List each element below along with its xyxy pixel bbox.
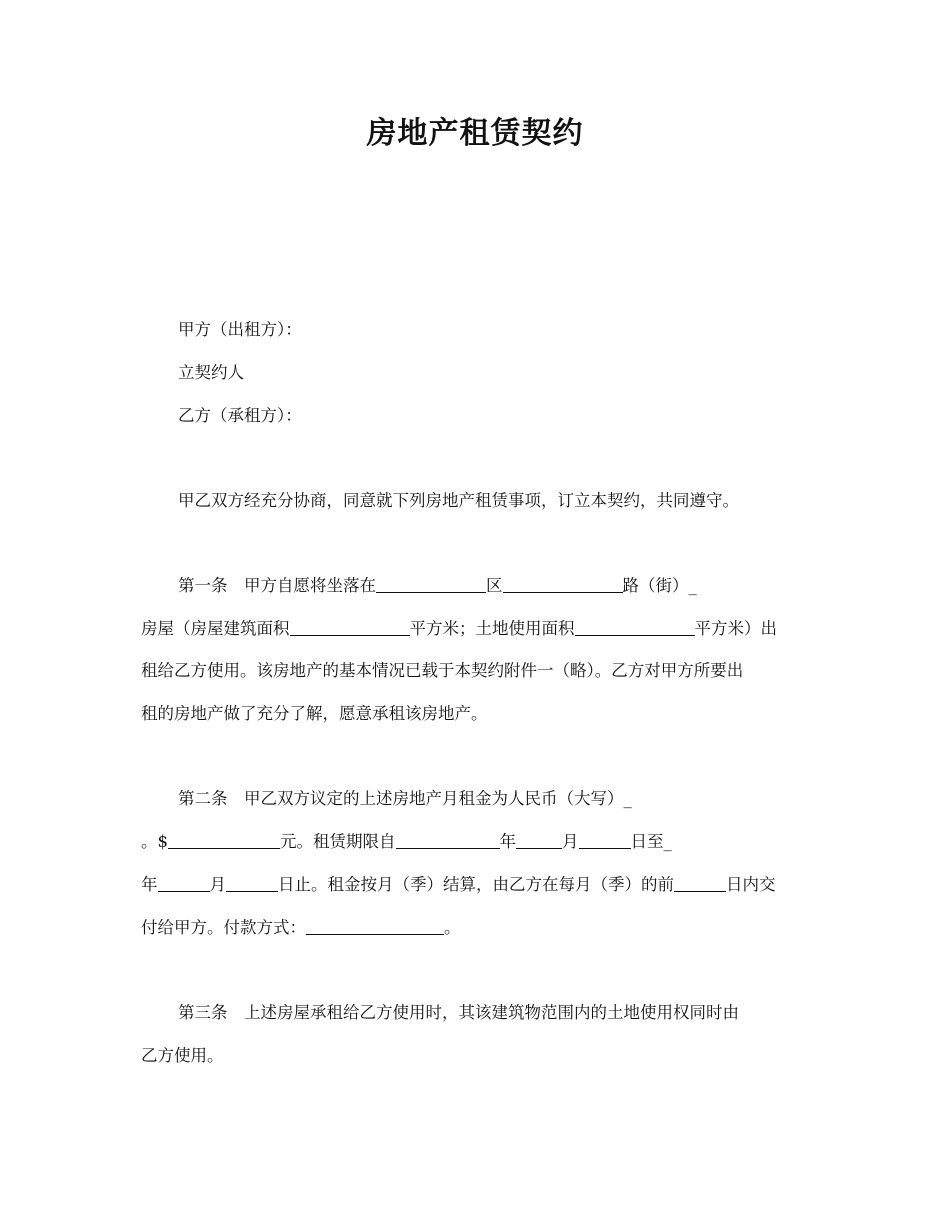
article2-line4 — [141, 916, 461, 940]
preamble: 甲乙双方经充分协商，同意就下列房地产租赁事项，订立本契约，共同遵守。 — [178, 491, 739, 510]
article2-text: 日至_ — [630, 832, 672, 851]
article2-text: 元。租赁期限自 — [280, 832, 396, 851]
article1-line4: 租的房地产做了充分了解，愿意承租该房地产。 — [141, 704, 488, 723]
article2-text: 年 — [499, 832, 516, 851]
start-year-blank — [396, 830, 500, 849]
article1-text: 路（街）_ — [622, 576, 697, 595]
party-a-label: 甲方（出租方）： — [178, 320, 302, 339]
article1-text: 房屋（房屋建筑面积 — [141, 619, 290, 638]
payment-days-blank — [674, 873, 726, 892]
article2-line2 — [141, 830, 672, 854]
article2-text: 。$ — [141, 832, 168, 851]
start-day-blank — [579, 830, 631, 849]
article3-line1: 第三条 上述房屋承租给乙方使用时，其该建筑物范围内的土地使用权同时由 — [178, 1003, 739, 1022]
article1-line1 — [178, 574, 697, 598]
article2-text: 月 — [209, 875, 226, 894]
document-title: 房地产租赁契约 — [366, 116, 584, 151]
payment-method-blank — [306, 916, 444, 935]
article1-line3: 租给乙方使用。该房地产的基本情况已载于本契约附件一（略）。乙方对甲方所要出 — [141, 661, 744, 680]
article2-text: 日内交 — [726, 875, 776, 894]
end-month-blank — [158, 873, 210, 892]
article1-text: 平方米）出 — [694, 619, 777, 638]
article1-line2 — [141, 617, 777, 641]
rent-amount-blank — [168, 830, 280, 849]
party-b-label: 乙方（承租方）： — [178, 406, 302, 425]
article2-text: 年 — [141, 875, 158, 894]
article1-text: 区 — [486, 576, 503, 595]
article2-text: 付给甲方。付款方式： — [141, 918, 306, 937]
article3-line2: 乙方使用。 — [141, 1046, 224, 1065]
end-day-blank — [226, 873, 278, 892]
land-area-blank — [575, 617, 695, 636]
district-blank — [376, 574, 486, 593]
article2-line3 — [141, 873, 776, 897]
article1-text: 第一条 甲方自愿将坐落在 — [178, 576, 376, 595]
article2-text: 。 — [444, 918, 461, 937]
signer-label: 立契约人 — [178, 363, 244, 382]
road-blank — [503, 574, 623, 593]
article2-line1: 第二条 甲乙双方议定的上述房地产月租金为人民币（大写）_ — [178, 789, 632, 808]
article2-text: 日止。租金按月（季）结算，由乙方在每月（季）的前 — [278, 875, 674, 894]
article2-text: 月 — [562, 832, 579, 851]
building-area-blank — [290, 617, 410, 636]
start-month-blank — [516, 830, 562, 849]
article1-text: 平方米；土地使用面积 — [409, 619, 575, 638]
